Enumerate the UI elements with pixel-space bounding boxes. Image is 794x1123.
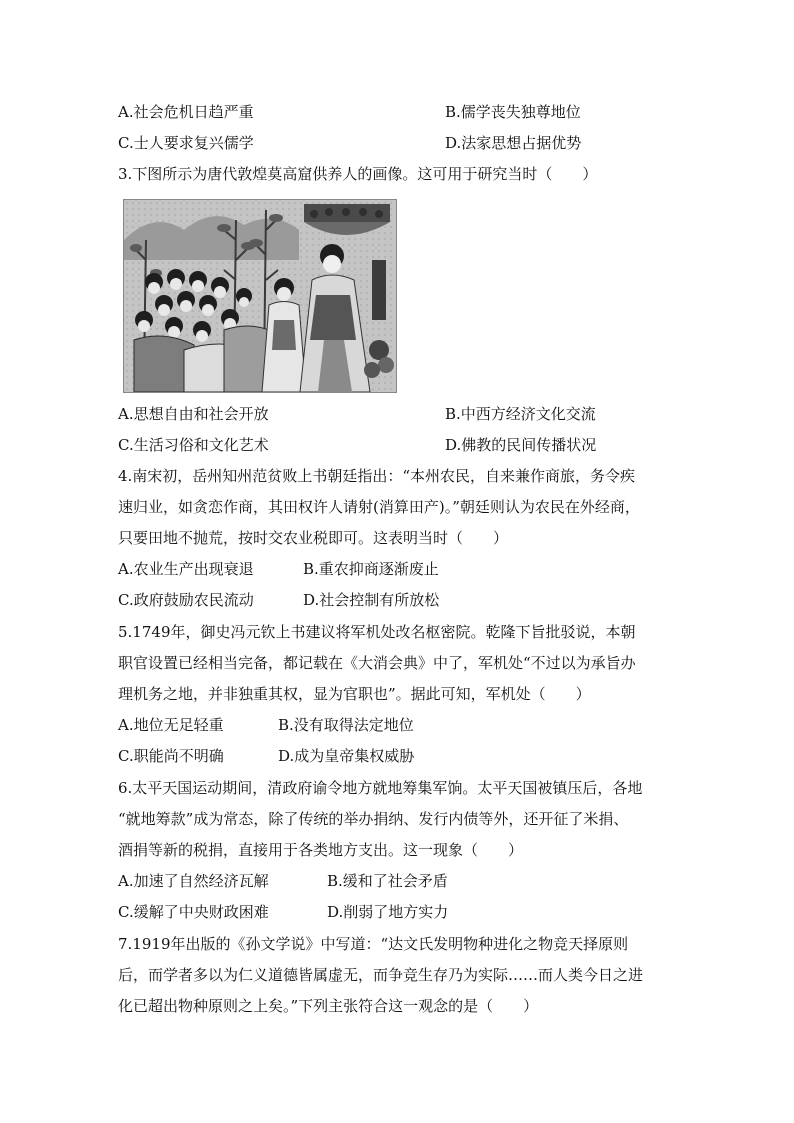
q5-option-d[interactable]: D.成为皇帝集权威胁 [278,747,415,765]
q6-stem-line: 6.太平天国运动期间，清政府谕令地方就地筹集军饷。太平天国被镇压后，各地 [118,779,643,797]
q5-option-c[interactable]: C.职能尚不明确 [118,747,224,765]
q7-stem-line: 后，而学者多以为仁义道德皆属虚无，而争竞生存乃为实际……而人类今日之进 [118,966,644,984]
q7-stem-line: 7.1919年出版的《孙文学说》中写道：“达文氏发明物种进化之物竞天择原则 [118,935,629,953]
q4-stem-line: 4.南宋初，岳州知州范贫败上书朝廷指出：“本州农民，自来兼作商旅，务令疾 [118,467,635,485]
q6-option-a[interactable]: A.加速了自然经济瓦解 [118,872,269,890]
q7-stem-line: 化已超出物种原则之上矣。”下列主张符合这一观念的是（ ） [118,997,539,1015]
q5-option-b[interactable]: B.没有取得法定地位 [278,716,414,734]
q5-stem-line: 职官设置已经相当完备，都记载在《大消会典》中了，军机处“不过以为承旨办 [118,654,636,672]
q6-option-c[interactable]: C.缓解了中央财政困难 [118,903,269,921]
q2-option-b[interactable]: B.儒学丧失独尊地位 [445,103,581,121]
q5-stem-line: 5.1749年，御史冯元钦上书建议将军机处改名枢密院。乾隆下旨批驳说，本朝 [118,623,636,641]
q3-option-c[interactable]: C.生活习俗和文化艺术 [118,436,269,454]
q5-stem-line: 理机务之地，并非独重其权，显为官职也”。据此可知，军机处（ ） [118,685,591,703]
q6-option-d[interactable]: D.削弱了地方实力 [327,903,449,921]
q2-option-a[interactable]: A.社会危机日趋严重 [118,103,254,121]
mural-illustration-icon [123,199,397,393]
q6-stem [118,778,688,871]
q7-stem [118,934,688,1027]
q4-option-c[interactable]: C.政府鼓励农民流动 [118,591,254,609]
q4-stem-line: 速归业，如贪恋作商，其田权许人请射(消算田产)。”朝廷则认为农民在外经商， [118,498,640,516]
q5-option-a[interactable]: A.地位无足轻重 [118,716,224,734]
q6-option-b[interactable]: B.缓和了社会矛盾 [327,872,448,890]
q6-stem-line: “就地筹款”成为常态，除了传统的举办捐纳、发行内债等外，还开征了米捐、 [118,810,629,828]
q4-option-d[interactable]: D.社会控制有所放松 [303,591,440,609]
q2-option-d[interactable]: D.法家思想占据优势 [445,134,582,152]
q4-stem-line: 只要田地不抛荒，按时交农业税即可。这表明当时（ ） [118,529,509,547]
q2-option-c[interactable]: C.士人要求复兴儒学 [118,134,254,152]
q3-option-a[interactable]: A.思想自由和社会开放 [118,405,269,423]
q3-stem: 3.下图所示为唐代敦煌莫高窟供养人的画像。这可用于研究当时（ ） [118,165,598,183]
q4-option-a[interactable]: A.农业生产出现衰退 [118,560,254,578]
q4-option-b[interactable]: B.重农抑商逐渐废止 [303,560,439,578]
q3-option-d[interactable]: D.佛教的民间传播状况 [445,436,597,454]
q5-stem [118,622,688,715]
q6-stem-line: 酒捐等新的税捐，直接用于各类地方支出。这一现象（ ） [118,841,524,859]
q4-stem [118,466,688,559]
q3-option-b[interactable]: B.中西方经济文化交流 [445,405,596,423]
